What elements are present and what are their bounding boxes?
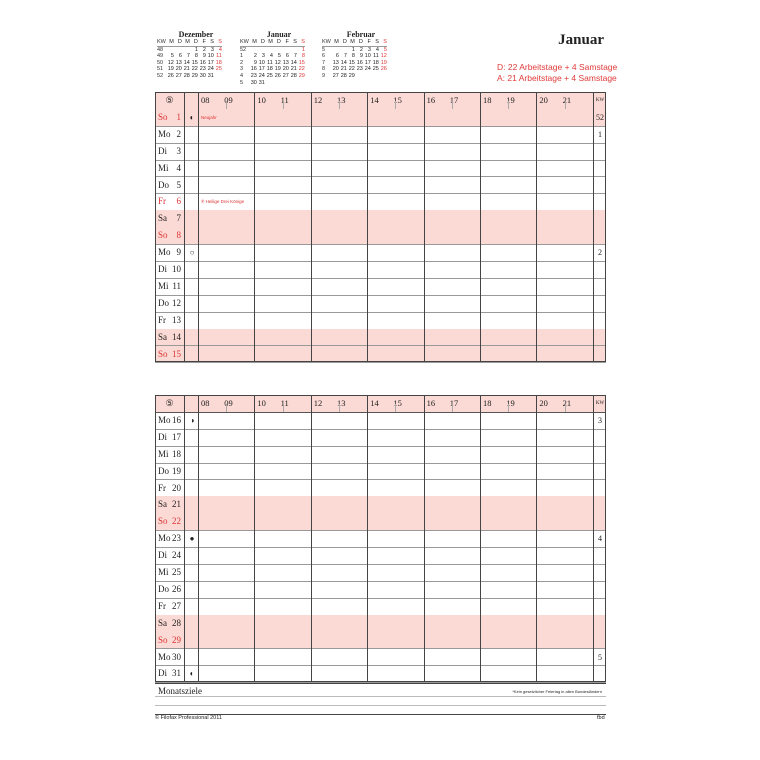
mini-calendar-day: S [297, 39, 305, 46]
moon-phase-icon: ● [184, 530, 199, 547]
mini-calendar-day: 31 [258, 79, 265, 86]
weekday-name: Do [158, 297, 169, 308]
weekday-name: Mo [158, 651, 171, 662]
weekday-name: Di [158, 550, 167, 561]
mini-calendar-day: 24 [258, 72, 265, 79]
day-number: 11 [172, 280, 181, 291]
mini-calendar-day: D [355, 39, 363, 46]
mini-calendar-week: 51 [157, 66, 164, 73]
mini-calendar-day: 8 [301, 53, 305, 60]
weekday-name: Do [158, 583, 169, 594]
mini-calendar-day [289, 46, 297, 53]
mini-calendar-day: F [281, 39, 289, 46]
day-number: 25 [172, 567, 181, 577]
day-number: 10 [172, 264, 181, 274]
mini-calendar-week: 49 [157, 53, 164, 60]
day-number: 9 [176, 247, 181, 258]
hour-label: 21 [562, 398, 572, 408]
mini-calendar-day: 10 [364, 53, 371, 60]
hour-label: 15 [393, 398, 402, 408]
mini-calendar-day: 14 [340, 59, 347, 66]
hour-label: 16 [426, 398, 436, 408]
mini-calendar-day: 3 [261, 53, 265, 60]
month-title: Januar [558, 32, 604, 48]
week-number: 1 [593, 126, 606, 143]
mini-calendar-day: 19 [380, 59, 387, 66]
weekday-name: Mi [158, 162, 169, 173]
mini-calendar-day [281, 46, 289, 53]
day-number: 17 [172, 431, 181, 442]
moon-phase-icon: ◐ [184, 109, 199, 126]
mini-calendar-title: Februar [346, 30, 376, 39]
mini-calendar-week: 2 [240, 59, 244, 66]
mini-calendar-day: 25 [266, 72, 273, 79]
weekday-name: Mo [158, 247, 171, 258]
mini-calendar-1 [240, 31, 310, 86]
mini-calendar-day [289, 80, 297, 87]
kw-header: KW [593, 395, 606, 412]
mini-calendar-day [249, 46, 257, 53]
weekday-name: Do [158, 465, 169, 476]
mini-calendar-day [265, 46, 273, 53]
mini-calendar-day [297, 80, 305, 87]
weekday-name: So [158, 634, 168, 645]
mini-calendar-title: Januar [266, 30, 292, 39]
week-number: 52 [593, 109, 606, 126]
mini-calendar-day: 28 [290, 72, 297, 79]
weekday-name: Mo [158, 128, 171, 139]
day-number: 28 [172, 617, 181, 628]
day-number: 26 [172, 583, 181, 594]
moon-phase-icon: ◐ [184, 665, 199, 682]
weekday-name: Sa [158, 213, 167, 224]
mini-calendar-day: 29 [348, 72, 355, 79]
mini-calendar-week: 52 [157, 72, 164, 79]
mini-calendar-day: 10 [258, 59, 265, 66]
mini-calendar-day [281, 80, 289, 87]
day-number: 29 [172, 634, 181, 645]
mini-calendar-day: 9 [202, 53, 206, 60]
mini-calendar-day: 21 [290, 66, 297, 73]
mini-calendar-week: KW [157, 39, 166, 45]
mini-calendar-week: 9 [322, 72, 326, 79]
hour-label: 13 [337, 95, 346, 105]
mini-calendar-day: 14 [290, 59, 297, 66]
day-number: 20 [172, 482, 181, 493]
mini-calendar-day: 12 [167, 59, 174, 66]
day-number: 31 [172, 668, 181, 679]
mini-calendar-day: D [273, 39, 281, 46]
mini-calendar-day: M [347, 39, 355, 46]
mini-calendar-day: 5 [383, 46, 387, 53]
mini-calendar-day: 2 [253, 53, 257, 60]
mini-calendar-day: 21 [340, 66, 347, 73]
hour-label: 08 [201, 398, 210, 408]
mini-calendar-week: 52 [240, 46, 247, 53]
hour-label: 20 [539, 398, 548, 408]
mini-calendar-day: S [289, 39, 297, 46]
goals-line [155, 696, 606, 697]
weekday-name: Fr [158, 314, 167, 325]
mini-calendar-day: 3 [210, 46, 214, 53]
mini-calendar-day: F [363, 39, 371, 46]
header-symbol-icon: ⑤ [165, 95, 174, 105]
hour-label: 09 [224, 95, 233, 105]
hour-label: 11 [280, 398, 289, 408]
mini-calendar-week: 3 [240, 66, 244, 73]
mini-calendar-day: 1 [301, 46, 305, 53]
mini-calendar-week: 50 [157, 59, 164, 66]
mini-calendar-week: KW [240, 39, 249, 45]
weekday-name: Di [158, 264, 167, 274]
day-number: 7 [176, 213, 181, 224]
weekday-name: Di [158, 431, 167, 442]
hour-label: 17 [449, 398, 459, 408]
mini-calendar-day: 6 [178, 53, 182, 60]
weekday-name: Fr [158, 600, 167, 611]
mini-calendar-day: M [166, 39, 174, 46]
mini-calendar-day: 26 [167, 72, 174, 79]
mini-calendar-day: 31 [207, 72, 214, 79]
mini-calendar-day: 13 [282, 59, 289, 66]
mini-calendar-day: 20 [175, 66, 182, 73]
mini-calendar-week: 6 [322, 53, 326, 60]
weekday-name: Mo [158, 533, 171, 544]
mini-calendar-0 [157, 31, 227, 80]
week-grid-1 [155, 92, 606, 362]
mini-calendar-day: S [206, 39, 214, 46]
mini-calendar-day: M [331, 39, 339, 46]
hour-label: 14 [370, 95, 379, 105]
hour-label: 14 [370, 398, 379, 408]
mini-calendar-day: 15 [298, 59, 305, 66]
hour-label: 11 [280, 95, 289, 105]
hour-label: 17 [449, 95, 459, 105]
mini-calendar-day: 24 [364, 66, 371, 73]
mini-calendar-day: 19 [274, 66, 281, 73]
mini-calendar-day: 3 [367, 46, 371, 53]
mini-calendar-day [273, 80, 281, 87]
mini-calendar-day: D [190, 39, 198, 46]
hour-label: 16 [426, 95, 436, 105]
kw-header: KW [593, 92, 606, 109]
mini-calendar-day: 18 [215, 59, 222, 66]
mini-calendar-day: 26 [274, 72, 281, 79]
weekday-name: Mi [158, 448, 169, 459]
mini-calendar-day: 11 [373, 53, 379, 60]
workdays-info [497, 62, 617, 84]
mini-calendar-day: 5 [170, 53, 174, 60]
week-number: 2 [593, 244, 606, 261]
hour-label: 15 [393, 95, 402, 105]
mini-calendar-day: 17 [258, 66, 265, 73]
weekday-name: Di [158, 145, 167, 156]
page-code: fbd [597, 715, 605, 721]
hour-label: 10 [257, 95, 266, 105]
mini-calendar-day: M [249, 39, 257, 46]
day-number: 8 [176, 230, 181, 241]
mini-calendar-day: 16 [199, 59, 206, 66]
mini-calendar-day: 26 [380, 66, 387, 73]
mini-calendar-day [174, 46, 182, 53]
mini-calendar-day [363, 73, 371, 80]
hour-label: 08 [201, 95, 210, 105]
weekday-name: Di [158, 668, 167, 679]
mini-calendar-day: 9 [253, 59, 257, 66]
mini-calendar-day: 24 [207, 66, 214, 73]
mini-calendar-day: S [379, 39, 387, 46]
weekday-name: Fr [158, 482, 167, 493]
mini-calendar-day: 25 [215, 66, 222, 73]
mini-calendar-day: 15 [191, 59, 198, 66]
mini-calendar-day [355, 73, 363, 80]
mini-calendar-day: 14 [183, 59, 190, 66]
mini-calendar-day: 13 [175, 59, 182, 66]
grid-border [155, 395, 606, 682]
mini-calendar-week: KW [322, 39, 331, 45]
holiday-note: ® Heilige Drei Könige [201, 199, 245, 205]
mini-calendar-day: 22 [348, 66, 355, 73]
mini-calendar-day: 23 [199, 66, 206, 73]
hour-label: 18 [483, 95, 492, 105]
mini-calendar-day: 16 [356, 59, 363, 66]
mini-calendar-2 [322, 31, 392, 80]
copyright: © Filofax Professional 2011 [155, 715, 222, 721]
day-number: 24 [172, 550, 181, 561]
day-number: 12 [172, 297, 181, 308]
moon-phase-icon: ◑ [184, 412, 199, 429]
day-number: 15 [172, 348, 181, 359]
mini-calendar-day: 25 [372, 66, 379, 73]
mini-calendar-day: 8 [351, 53, 355, 60]
mini-calendar-day [379, 73, 387, 80]
mini-calendar-day [331, 46, 339, 53]
workdays-germany: D: 22 Arbeitstage + 4 Samstage [497, 62, 618, 72]
hour-label: 12 [313, 95, 323, 105]
mini-calendar-day: 21 [183, 66, 190, 73]
hour-label: 20 [539, 95, 548, 105]
mini-calendar-day: 1 [194, 46, 198, 53]
day-number: 3 [176, 145, 181, 156]
mini-calendar-title: Dezember [178, 30, 214, 39]
mini-calendar-day [273, 46, 281, 53]
day-number: 18 [172, 448, 181, 459]
hour-label: 10 [257, 398, 266, 408]
weekday-name: So [158, 348, 168, 359]
mini-calendar-day: D [174, 39, 182, 46]
weekday-name: Sa [158, 617, 167, 628]
mini-calendar-day: 2 [202, 46, 206, 53]
mini-calendar-week: 7 [322, 59, 326, 66]
mini-calendar-day: 11 [267, 59, 273, 66]
weekday-name: Sa [158, 331, 167, 342]
mini-calendar-day [339, 46, 347, 53]
mini-calendar-day: 12 [380, 53, 387, 60]
mini-calendar-day: 8 [194, 53, 198, 60]
weekday-name: So [158, 516, 168, 527]
mini-calendar-week: 5 [240, 79, 244, 86]
moon-phase-icon: ○ [184, 244, 199, 261]
mini-calendar-day: 22 [191, 66, 198, 73]
mini-calendar-day: 27 [175, 72, 182, 79]
mini-calendar-day: 30 [250, 79, 257, 86]
mini-calendar-day: 1 [351, 46, 355, 53]
monthly-goals-box[interactable] [155, 683, 606, 715]
mini-calendar-day: 6 [335, 53, 339, 60]
mini-calendar-day: 19 [167, 66, 174, 73]
mini-calendar-day: 23 [356, 66, 363, 73]
mini-calendar-day [265, 80, 273, 87]
monthly-goals-label: Monatsziele [158, 686, 202, 696]
mini-calendar-day: 7 [293, 53, 297, 60]
holiday-note: Neujahr [201, 114, 217, 120]
hour-label: 19 [506, 398, 515, 408]
hour-label: 13 [337, 398, 346, 408]
day-number: 13 [172, 314, 181, 325]
grid-border [155, 92, 606, 362]
week-number: 5 [593, 649, 606, 666]
mini-calendar-day: 4 [269, 53, 273, 60]
day-number: 23 [172, 533, 181, 544]
mini-calendar-day: M [182, 39, 190, 46]
goals-line [155, 705, 606, 706]
mini-calendar-day: 29 [298, 72, 305, 79]
weekday-name: Mo [158, 414, 171, 425]
mini-calendar-day: 27 [332, 72, 339, 79]
mini-calendar-day: 20 [282, 66, 289, 73]
day-number: 19 [172, 465, 181, 476]
mini-calendar-day: 15 [348, 59, 355, 66]
mini-calendar-day: D [339, 39, 347, 46]
mini-calendar-day: 22 [298, 66, 305, 73]
day-number: 16 [172, 414, 181, 425]
mini-calendar-day: 10 [207, 53, 214, 60]
mini-calendar-day: 13 [332, 59, 339, 66]
mini-calendar-day: 20 [332, 66, 339, 73]
day-number: 27 [172, 600, 181, 611]
mini-calendar-day: 17 [364, 59, 371, 66]
mini-calendar-day: S [371, 39, 379, 46]
mini-calendar-week: 5 [322, 46, 326, 53]
mini-calendar-day: 2 [359, 46, 363, 53]
day-number: 14 [172, 331, 181, 342]
mini-calendar-day: 4 [218, 46, 222, 53]
mini-calendar-day: 30 [199, 72, 206, 79]
hour-label: 18 [483, 398, 492, 408]
mini-calendar-day: 7 [343, 53, 347, 60]
day-number: 4 [176, 162, 181, 173]
weekday-name: So [158, 230, 168, 241]
weekday-name: Mi [158, 567, 169, 577]
mini-calendar-day: 27 [282, 72, 289, 79]
mini-calendar-day: F [198, 39, 206, 46]
mini-calendar-day: 18 [372, 59, 379, 66]
mini-calendar-week: 8 [322, 66, 326, 73]
weekday-name: Fr [158, 196, 167, 207]
day-number: 2 [176, 128, 181, 139]
mini-calendar-day: M [265, 39, 273, 46]
mini-calendar-day: 11 [216, 53, 222, 60]
day-number: 1 [176, 111, 181, 122]
holiday-footnote: *Kein gesetzlicher Feiertag in allen Bundesländern [512, 689, 602, 694]
mini-calendar-day [182, 46, 190, 53]
day-number: 5 [176, 179, 181, 190]
weekday-name: Do [158, 179, 169, 190]
hour-label: 12 [313, 398, 323, 408]
workdays-austria: A: 21 Arbeitstage + 4 Samstage [497, 73, 617, 83]
hour-label: 19 [506, 95, 515, 105]
mini-calendar-day: 7 [186, 53, 190, 60]
mini-calendar-day [214, 73, 222, 80]
header-symbol-icon: ⑤ [165, 398, 174, 408]
mini-calendar-week: 1 [240, 53, 244, 60]
mini-calendar-day: 16 [250, 66, 257, 73]
mini-calendar-day [257, 46, 265, 53]
mini-calendar-week: 4 [240, 72, 244, 79]
mini-calendar-day: 12 [274, 59, 281, 66]
mini-calendar-day: 18 [266, 66, 273, 73]
mini-calendar-day: 4 [375, 46, 379, 53]
week-number: 4 [593, 530, 606, 547]
day-number: 6 [176, 196, 181, 207]
hour-label: 21 [562, 95, 572, 105]
mini-calendar-day [371, 73, 379, 80]
hour-label: 09 [224, 398, 233, 408]
day-number: 30 [172, 651, 181, 662]
mini-calendar-day: 29 [191, 72, 198, 79]
day-number: 21 [172, 499, 181, 510]
mini-calendar-day: 5 [277, 53, 281, 60]
week-grid-2 [155, 395, 606, 682]
mini-calendar-day: 17 [207, 59, 214, 66]
mini-calendar-day: 9 [359, 53, 363, 60]
mini-calendar-day: 28 [183, 72, 190, 79]
mini-calendar-day: 28 [340, 72, 347, 79]
mini-calendar-day: 6 [285, 53, 289, 60]
week-number: 3 [593, 412, 606, 429]
mini-calendar-day [166, 46, 174, 53]
mini-calendar-day: 23 [250, 72, 257, 79]
mini-calendar-day: S [214, 39, 222, 46]
mini-calendar-week: 48 [157, 46, 164, 53]
mini-calendar-day: D [257, 39, 265, 46]
weekday-name: Mi [158, 280, 169, 291]
day-number: 22 [172, 516, 181, 527]
weekday-name: Sa [158, 499, 167, 510]
weekday-name: So [158, 111, 168, 122]
